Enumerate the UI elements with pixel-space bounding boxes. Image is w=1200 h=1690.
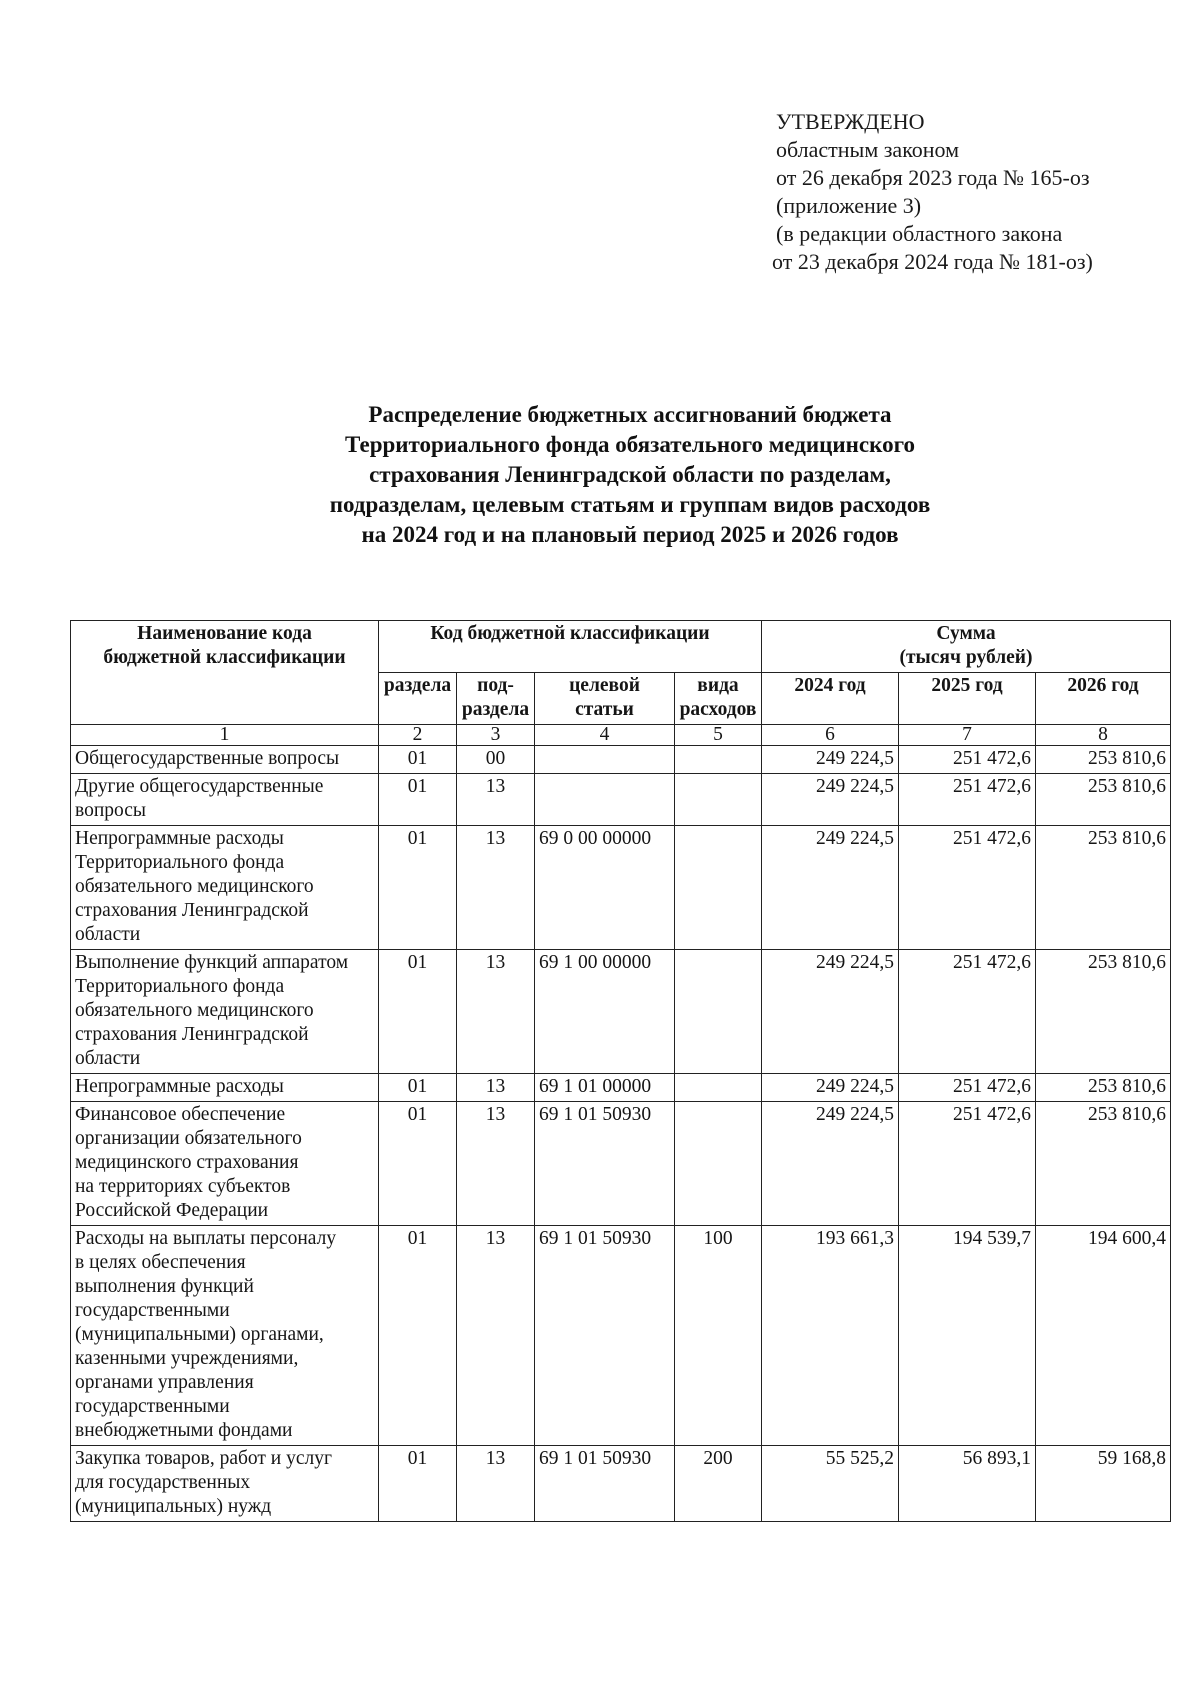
header-section: раздела [379, 673, 457, 725]
table-row [71, 1074, 1171, 1102]
cell-y2025: 251 472,6 [899, 1102, 1036, 1226]
cell-name-line: Общегосударственные вопросы [75, 748, 340, 769]
header-type: вида расходов [675, 673, 762, 725]
cell-name-line: Непрограммные расходы [75, 828, 284, 849]
cell-name-line: Непрограммные расходы [75, 1076, 284, 1097]
cell-y2026: 194 600,4 [1036, 1226, 1171, 1446]
document-title [150, 400, 1110, 550]
table-row [71, 1226, 1171, 1446]
approval-line: от 23 декабря 2024 года № 181-оз) [772, 249, 1093, 274]
cell-name [71, 1226, 379, 1446]
cell-name-line: (муниципальными) органами, [75, 1324, 324, 1345]
cell-name-line: казенными учреждениями, [75, 1348, 299, 1369]
cell-section: 01 [379, 1074, 457, 1102]
cell-y2026: 253 810,6 [1036, 1074, 1171, 1102]
table-body [71, 725, 1171, 1522]
column-number: 7 [899, 725, 1036, 746]
cell-name-line: внебюджетными фондами [75, 1420, 293, 1441]
column-number: 4 [535, 725, 675, 746]
cell-name-line: в целях обеспечения [75, 1252, 246, 1273]
cell-name-line: организации обязательного [75, 1128, 302, 1149]
table-row [71, 746, 1171, 774]
column-number: 6 [762, 725, 899, 746]
cell-target [535, 746, 675, 774]
cell-name-line: Другие общегосударственные [75, 776, 324, 797]
approval-line: (в редакции областного закона [776, 221, 1063, 246]
cell-y2026: 253 810,6 [1036, 746, 1171, 774]
cell-type [675, 950, 762, 1074]
cell-y2025: 194 539,7 [899, 1226, 1036, 1446]
header-name: Наименование кода бюджетной классификации [71, 621, 379, 725]
cell-name-line: вопросы [75, 800, 147, 821]
header-y2026: 2026 год [1036, 673, 1171, 725]
cell-name-line: Территориального фонда [75, 976, 285, 997]
cell-name-line: Расходы на выплаты персоналу [75, 1228, 337, 1249]
title-line: страхования Ленинградской области по разделам, [369, 462, 891, 487]
cell-name-line: Финансовое обеспечение [75, 1104, 286, 1125]
header-code-group: Код бюджетной классификации [379, 621, 762, 673]
cell-name-line: обязательного медицинского [75, 1000, 314, 1021]
header-y2024: 2024 год [762, 673, 899, 725]
table-row [71, 1102, 1171, 1226]
cell-subsection: 13 [457, 1226, 535, 1446]
cell-subsection: 13 [457, 1446, 535, 1522]
cell-y2025: 251 472,6 [899, 950, 1036, 1074]
approval-line: областным законом [776, 137, 960, 162]
cell-y2026: 253 810,6 [1036, 950, 1171, 1074]
cell-target: 69 1 01 00000 [535, 1074, 675, 1102]
cell-name-line: Закупка товаров, работ и услуг [75, 1448, 333, 1469]
cell-name-line: области [75, 924, 141, 945]
table-row [71, 774, 1171, 826]
approval-line: (приложение 3) [776, 193, 922, 218]
header-y2025: 2025 год [899, 673, 1036, 725]
cell-target: 69 1 01 50930 [535, 1226, 675, 1446]
cell-y2026: 253 810,6 [1036, 774, 1171, 826]
cell-name-line: Российской Федерации [75, 1200, 269, 1221]
cell-name-line: выполнения функций [75, 1276, 254, 1297]
header-target: целевой статьи [535, 673, 675, 725]
cell-section: 01 [379, 826, 457, 950]
cell-type: 200 [675, 1446, 762, 1522]
cell-section: 01 [379, 950, 457, 1074]
cell-name-line: государственными [75, 1300, 230, 1321]
column-number: 2 [379, 725, 457, 746]
cell-name [71, 826, 379, 950]
cell-name [71, 1446, 379, 1522]
approval-line: УТВЕРЖДЕНО [776, 109, 925, 134]
table-row [71, 826, 1171, 950]
cell-name-line: Территориального фонда [75, 852, 285, 873]
cell-y2025: 251 472,6 [899, 774, 1036, 826]
cell-y2024: 249 224,5 [762, 774, 899, 826]
column-number-row [71, 725, 1171, 746]
cell-section: 01 [379, 1102, 457, 1226]
cell-subsection: 13 [457, 774, 535, 826]
cell-target: 69 0 00 00000 [535, 826, 675, 950]
cell-subsection: 13 [457, 1102, 535, 1226]
cell-name [71, 746, 379, 774]
cell-name-line: области [75, 1048, 141, 1069]
header-sum-group: Сумма (тысяч рублей) [762, 621, 1171, 673]
cell-name-line: на территориях субъектов [75, 1176, 291, 1197]
cell-name-line: страхования Ленинградской [75, 1024, 309, 1045]
column-number: 3 [457, 725, 535, 746]
cell-y2025: 251 472,6 [899, 746, 1036, 774]
cell-name [71, 950, 379, 1074]
cell-subsection: 13 [457, 1074, 535, 1102]
cell-target: 69 1 01 50930 [535, 1102, 675, 1226]
title-line: Территориального фонда обязательного медицинского [345, 432, 915, 457]
cell-name-line: страхования Ленинградской [75, 900, 309, 921]
title-line: подразделам, целевым статьям и группам видов расходов [329, 492, 931, 517]
cell-subsection: 00 [457, 746, 535, 774]
header-subsection: под- раздела [457, 673, 535, 725]
cell-name [71, 1102, 379, 1226]
cell-y2025: 251 472,6 [899, 826, 1036, 950]
cell-y2026: 253 810,6 [1036, 1102, 1171, 1226]
cell-y2024: 55 525,2 [762, 1446, 899, 1522]
cell-section: 01 [379, 1446, 457, 1522]
cell-y2024: 249 224,5 [762, 1102, 899, 1226]
cell-type [675, 774, 762, 826]
cell-name-line: медицинского страхования [75, 1152, 299, 1173]
cell-y2024: 249 224,5 [762, 746, 899, 774]
column-number: 5 [675, 725, 762, 746]
cell-type [675, 1074, 762, 1102]
cell-subsection: 13 [457, 826, 535, 950]
table-row [71, 1446, 1171, 1522]
table-row [71, 950, 1171, 1074]
column-number: 1 [71, 725, 379, 746]
title-line: на 2024 год и на плановый период 2025 и 2026 годов [361, 522, 899, 547]
title-line: Распределение бюджетных ассигнований бюджета [368, 402, 892, 427]
cell-target: 69 1 01 50930 [535, 1446, 675, 1522]
table-header [71, 621, 1171, 725]
cell-section: 01 [379, 1226, 457, 1446]
cell-name-line: органами управления [75, 1372, 254, 1393]
cell-name-line: Выполнение функций аппаратом [75, 952, 349, 973]
cell-type [675, 1102, 762, 1226]
approval-line: от 26 декабря 2023 года № 165-оз [776, 165, 1090, 190]
cell-name-line: обязательного медицинского [75, 876, 314, 897]
cell-target: 69 1 00 00000 [535, 950, 675, 1074]
cell-name-line: для государственных [75, 1472, 251, 1493]
cell-y2024: 249 224,5 [762, 950, 899, 1074]
cell-section: 01 [379, 774, 457, 826]
cell-subsection: 13 [457, 950, 535, 1074]
cell-name [71, 1074, 379, 1102]
cell-y2025: 56 893,1 [899, 1446, 1036, 1522]
column-number: 8 [1036, 725, 1171, 746]
cell-y2026: 253 810,6 [1036, 826, 1171, 950]
approval-stamp [772, 108, 1093, 276]
budget-table [70, 620, 1171, 1522]
cell-target [535, 774, 675, 826]
cell-y2024: 249 224,5 [762, 826, 899, 950]
cell-y2024: 249 224,5 [762, 1074, 899, 1102]
cell-y2026: 59 168,8 [1036, 1446, 1171, 1522]
cell-type [675, 746, 762, 774]
cell-type [675, 826, 762, 950]
cell-y2024: 193 661,3 [762, 1226, 899, 1446]
cell-name [71, 774, 379, 826]
cell-y2025: 251 472,6 [899, 1074, 1036, 1102]
cell-name-line: государственными [75, 1396, 230, 1417]
cell-type: 100 [675, 1226, 762, 1446]
cell-section: 01 [379, 746, 457, 774]
cell-name-line: (муниципальных) нужд [75, 1496, 272, 1517]
